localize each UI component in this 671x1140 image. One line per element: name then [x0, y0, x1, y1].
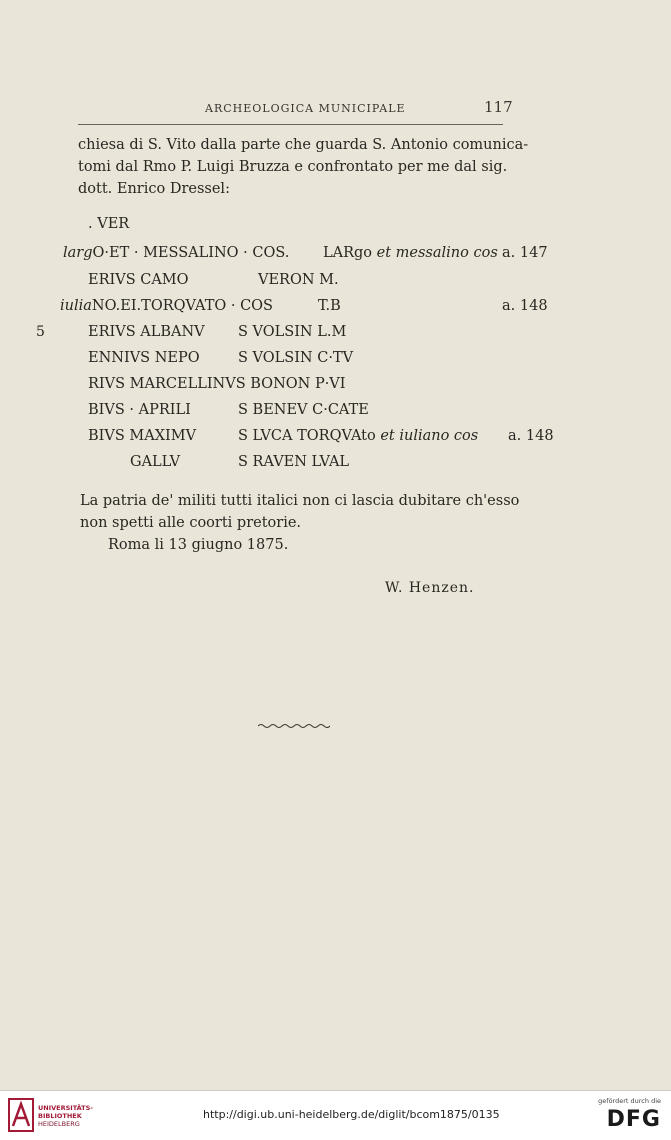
closing-line: non spetti alle coorti pretorie.: [80, 515, 302, 531]
inscription-line-9: GALLV: [130, 454, 181, 470]
year-note: a. 148: [508, 428, 554, 444]
closing-paragraph: [80, 490, 520, 556]
inscription-line-3-mid: T.B: [318, 298, 341, 314]
inscription-line-3: [60, 298, 273, 314]
running-title: ARCHEOLOGICA MUNICIPALE: [205, 102, 406, 115]
intro-line: dott. Enrico Dressel:: [78, 181, 230, 197]
line-number: 5: [36, 324, 45, 340]
inscription-line-2: ERIVS CAMO: [88, 272, 189, 288]
sponsor-note: gefördert durch die: [598, 1097, 661, 1105]
viewer-footer: [0, 1090, 671, 1140]
inscription-line-9-mid: S RAVEN LVAL: [238, 454, 350, 470]
transcription-text: LARgo: [323, 245, 373, 261]
page-number: 117: [484, 98, 513, 116]
inscription-line-4-mid: S VOLSIN L.M: [238, 324, 347, 340]
inscription-line-6: RIVS MARCELLINVS BONON P·VI: [88, 376, 346, 392]
inscription-text: S LVCA TORQVAto: [238, 428, 376, 444]
year-note: a. 147: [502, 245, 548, 261]
inscription-text: O·ET · MESSALINO · COS.: [92, 245, 290, 261]
header-rule: [78, 124, 503, 125]
inscription-line-7-mid: S BENEV C·CATE: [238, 402, 369, 418]
permalink-url[interactable]: http://digi.ub.uni-heidelberg.de/diglit/bcom1875/0135: [203, 1108, 500, 1121]
inscription-line-5-mid: S VOLSIN C·TV: [238, 350, 354, 366]
transcription-1: [323, 245, 498, 261]
intro-paragraph: [78, 134, 529, 200]
dfg-logo: DFG: [606, 1107, 661, 1132]
year-note: a. 148: [502, 298, 548, 314]
inscription-line-1: [63, 245, 289, 261]
university-seal-icon: [8, 1098, 34, 1132]
inscription-text: NO.EI.TORQVATO · COS: [91, 298, 273, 314]
restored-prefix: iulia: [60, 298, 92, 314]
intro-line: chiesa di S. Vito dalla parte che guarda S. Antonio comunica-: [78, 137, 529, 153]
signature: W. Henzen.: [385, 580, 475, 596]
inscription-line-4: ERIVS ALBANV: [88, 324, 205, 340]
transcription-italic: et iuliano cos: [380, 428, 479, 444]
inscription-line-8-mid: [238, 428, 478, 444]
wavy-divider: [258, 722, 330, 730]
inscription-line-7: BIVS · APRILI: [88, 402, 191, 418]
inscription-line-8: BIVS MAXIMV: [88, 428, 197, 444]
closing-line: La patria de' militi tutti italici non ci lascia dubitare ch'esso: [80, 493, 520, 509]
inscription-line-0: . VER: [88, 216, 130, 232]
inscription-line-5: ENNIVS NEPO: [88, 350, 200, 366]
institution-name: UNIVERSITÄTS- BIBLIOTHEK HEIDELBERG: [38, 1104, 93, 1128]
dateline: Roma li 13 giugno 1875.: [108, 537, 289, 553]
transcription-italic: et messalino cos: [376, 245, 498, 261]
restored-prefix: larg: [63, 245, 93, 261]
inscription-line-2-mid: VERON M.: [258, 272, 339, 288]
intro-line: tomi dal Rmo P. Luigi Bruzza e confrontato per me dal sig.: [78, 159, 508, 175]
